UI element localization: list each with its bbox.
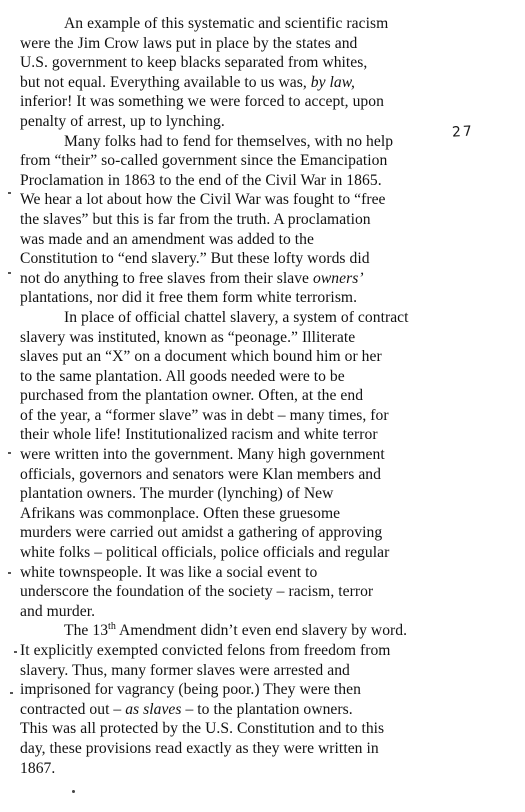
- text-line: [20, 386, 492, 406]
- text-line: [20, 92, 492, 112]
- text-segment: plantation owners. The murder (lynching) of New: [20, 485, 334, 503]
- text-line: [20, 34, 492, 54]
- text-line: [20, 484, 492, 504]
- text-segment: their whole life! Institutionalized racism and white terror: [20, 426, 378, 444]
- text-segment: It explicitly exempted convicted felons from freedom from: [20, 642, 391, 659]
- text-segment: This was all protected by the U.S. Constitution and to this: [20, 720, 385, 738]
- text-line: [42, 132, 492, 152]
- text-line: [20, 269, 492, 289]
- text-line: [20, 759, 492, 779]
- margin-mark: [14, 651, 17, 653]
- text-segment: and murder.: [20, 602, 96, 620]
- text-line: [20, 641, 492, 661]
- margin-mark: [8, 452, 11, 454]
- superscript: th: [108, 621, 116, 633]
- text-segment: We hear a lot about how the Civil War was fought to “free: [20, 191, 386, 209]
- text-line: [20, 445, 492, 465]
- text-segment: slaves put an “X” on a document which bound him or her: [20, 348, 382, 366]
- text-segment: Many folks had to fend for themselves, with no help: [64, 132, 394, 150]
- text-segment: were the Jim Crow laws put in place by the states and: [20, 34, 358, 52]
- text-line: [20, 288, 492, 308]
- text-segment: The 13: [64, 622, 109, 640]
- margin-mark: [8, 272, 11, 274]
- text-segment: underscore the foundation of the society – racism, terror: [20, 583, 374, 601]
- body-text: [20, 14, 492, 778]
- text-line: [20, 190, 492, 210]
- paragraph: [20, 132, 492, 308]
- text-segment: to the same plantation. All goods needed were to be: [20, 367, 345, 385]
- text-line: [20, 680, 492, 700]
- text-segment: Afrikans was commonplace. Often these gruesome: [20, 504, 341, 522]
- text-segment: U.S. government to keep blacks separated from whites,: [20, 54, 368, 72]
- text-line: [20, 171, 492, 191]
- text-segment: white townspeople. It was like a social event to: [20, 563, 318, 581]
- paragraph: [20, 308, 492, 622]
- text-segment: officials, governors and senators were Klan members and: [20, 465, 382, 483]
- italic-text: owners’: [312, 269, 364, 287]
- text-segment: contracted out –: [20, 700, 126, 718]
- text-segment: the slaves” but this is far from the truth. A proclamation: [20, 210, 371, 228]
- text-line: [42, 308, 492, 328]
- margin-mark: [8, 572, 11, 574]
- text-segment: slavery was instituted, known as “peonage.” Illiterate: [20, 328, 356, 346]
- text-line: [20, 425, 492, 445]
- text-line: [20, 53, 492, 73]
- text-segment: were written into the government. Many high government: [20, 446, 385, 464]
- paragraph: [20, 14, 492, 132]
- text-line: [20, 661, 492, 681]
- text-line: [20, 465, 492, 485]
- text-segment: murders were carried out amidst a gathering of approving: [20, 524, 383, 542]
- text-line: [20, 151, 492, 171]
- text-segment: not do anything to free slaves from their slave: [20, 269, 313, 287]
- text-segment: penalty of arrest, up to lynching.: [20, 112, 225, 130]
- text-segment: white folks – political officials, police officials and regular: [20, 544, 390, 562]
- text-segment: – to the plantation owners.: [181, 700, 353, 718]
- text-segment: of the year, a “former slave” was in debt – many times, for: [20, 406, 389, 424]
- text-segment: Amendment didn’t even end slavery by word.: [115, 622, 408, 640]
- text-segment: plantations, nor did it free them form white terrorism.: [20, 289, 358, 307]
- text-line: [20, 406, 492, 426]
- text-segment: inferior! It was something we were forced to accept, upon: [20, 93, 384, 111]
- text-segment: In place of official chattel slavery, a system of contract: [64, 308, 409, 326]
- italic-text: as slaves: [125, 700, 182, 718]
- margin-mark: [8, 192, 11, 194]
- text-segment: day, these provisions read exactly as they were written in: [20, 739, 379, 757]
- text-line: [20, 602, 492, 622]
- text-line: [42, 14, 492, 34]
- text-line: [20, 367, 492, 387]
- text-segment: Constitution to “end slavery.” But these lofty words did: [20, 250, 370, 268]
- text-segment: purchased from the plantation owner. Often, at the end: [20, 387, 364, 405]
- text-line: [20, 582, 492, 602]
- text-segment: from “their” so-called government since the Emancipation: [20, 152, 388, 170]
- text-segment: but not equal. Everything available to us was,: [20, 73, 311, 91]
- text-line: [20, 719, 492, 739]
- text-line: [20, 230, 492, 250]
- text-line: [20, 347, 492, 367]
- text-line: [20, 504, 492, 524]
- text-segment: An example of this systematic and scientific racism: [64, 15, 389, 32]
- text-line: [20, 249, 492, 269]
- text-segment: Proclamation in 1863 to the end of the Civil War in 1865.: [20, 171, 382, 189]
- text-line: [20, 543, 492, 563]
- margin-mark: [10, 692, 13, 694]
- text-line: [42, 621, 492, 641]
- text-line: [20, 73, 492, 93]
- paragraph: [20, 621, 492, 778]
- text-line: [20, 210, 492, 230]
- page-number: 27: [451, 123, 475, 141]
- text-line: [20, 700, 492, 720]
- text-line: [20, 328, 492, 348]
- text-line: [20, 563, 492, 583]
- text-segment: slavery. Thus, many former slaves were arrested and: [20, 661, 350, 679]
- text-line: [20, 739, 492, 759]
- text-segment: imprisoned for vagrancy (being poor.) They were then: [20, 681, 361, 699]
- text-segment: 1867.: [20, 759, 56, 777]
- text-segment: was made and an amendment was added to the: [20, 230, 314, 248]
- text-line: [20, 523, 492, 543]
- stray-dot: [72, 790, 75, 793]
- text-line: [20, 112, 492, 132]
- italic-text: by law,: [310, 73, 356, 91]
